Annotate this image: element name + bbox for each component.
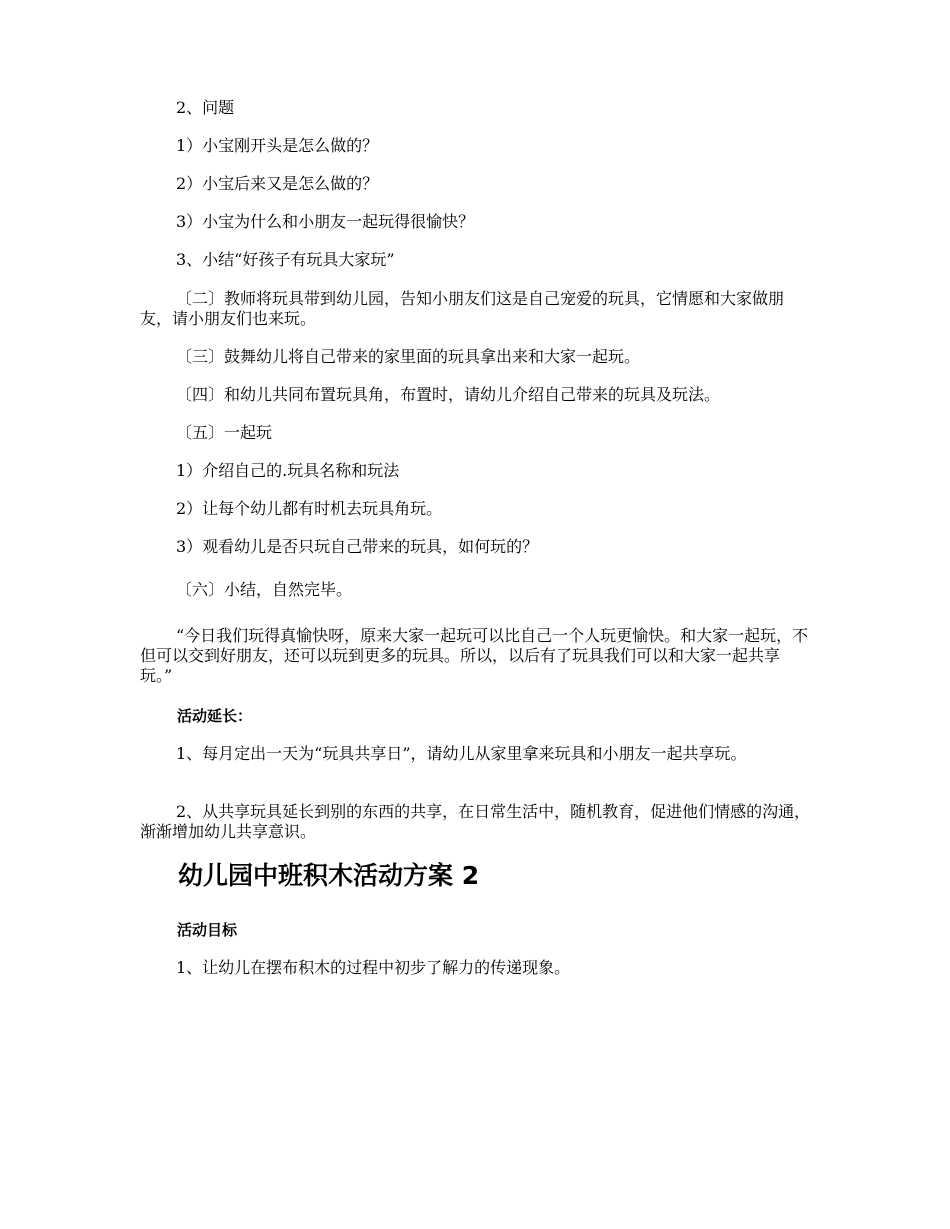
extension-1-paragraph: 1、每月定出一天为“玩具共享日”，请幼儿从家里拿来玩具和小朋友一起共享玩。: [176, 744, 747, 763]
step-5: 〔五〕一起玩: [176, 423, 273, 442]
question-2: 2）小宝后来又是怎么做的？: [176, 174, 379, 193]
step-3: 〔三〕鼓舞幼儿将自己带来的家里面的玩具拿出来和大家一起玩。: [176, 347, 641, 366]
step-6: 〔六〕小结，自然完毕。: [176, 580, 353, 599]
question-3: 3）小宝为什么和小朋友一起玩得很愉快？: [176, 212, 475, 231]
play-item-3: 3）观看幼儿是否只玩自己带来的玩具，如何玩的？: [176, 537, 539, 556]
step-4: 〔四〕和幼儿共同布置玩具角，布置时，请幼儿介绍自己带来的玩具及玩法。: [176, 385, 721, 404]
step-2-paragraph: 〔二〕教师将玩具带到幼儿园，告知小朋友们这是自己宠爱的玩具，它情愿和大家做朋友，请小朋友们也来玩。: [140, 289, 785, 328]
questions-header: 2、问题: [176, 98, 235, 117]
section-heading: 幼儿园中班积木活动方案 2: [178, 861, 480, 890]
summary-3: 3、小结“好孩子有玩具大家玩”: [176, 250, 395, 269]
closing-quote-paragraph: “今日我们玩得真愉快呀，原来大家一起玩可以比自己一个人玩更愉快。和大家一起玩，不但可以交到好朋友，还可以玩到更多的玩具。所以，以后有了玩具我们可以和大家一起共享玩。”: [140, 626, 809, 685]
play-item-2: 2）让每个幼儿都有时机去玩具角玩。: [176, 499, 443, 518]
question-1: 1）小宝刚开头是怎么做的？: [176, 136, 379, 155]
extension-title: 活动延长：: [177, 707, 253, 725]
play-item-1: 1）介绍自己的.玩具名称和玩法: [176, 461, 400, 480]
goal-1: 1、让幼儿在摆布积木的过程中初步了解力的传递现象。: [176, 958, 571, 977]
goals-title: 活动目标: [177, 921, 238, 939]
extension-2-paragraph: 2、从共享玩具延长到别的东西的共享，在日常生活中，随机教育，促进他们情感的沟通，渐渐增加幼儿共享意识。: [140, 802, 811, 841]
